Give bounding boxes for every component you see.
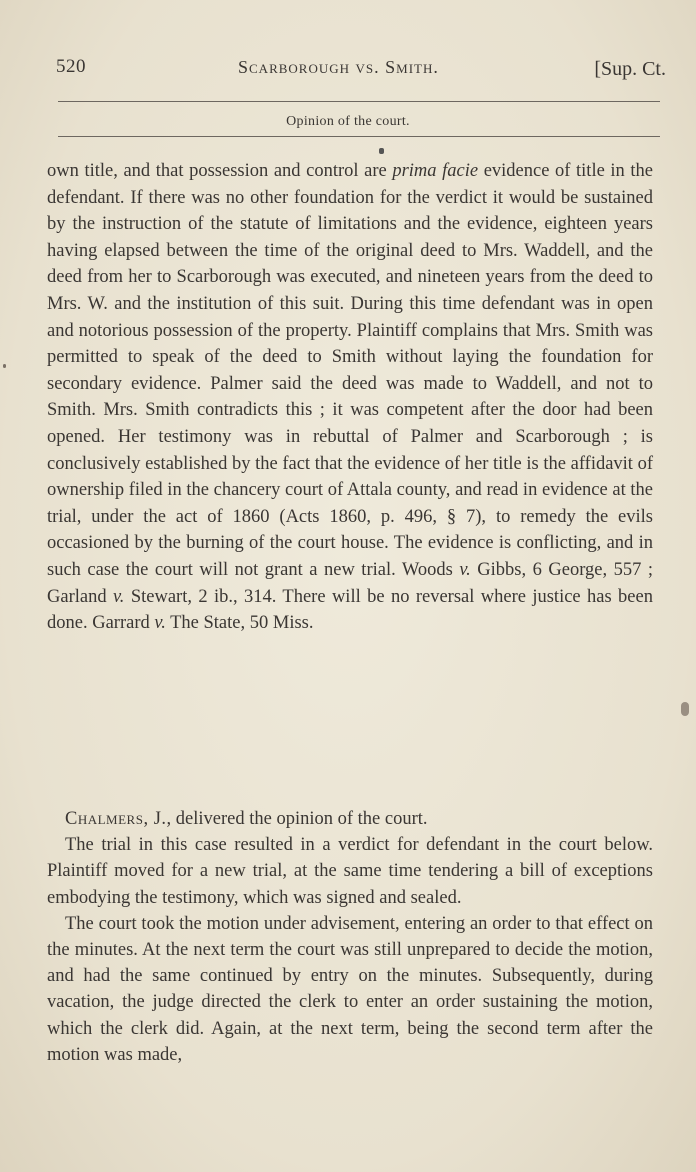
counsel-argument [47, 158, 653, 637]
judge-name: Chalmers, J. [65, 809, 167, 829]
header-rule-bottom [58, 136, 660, 137]
running-head [52, 56, 666, 86]
italic-phrase: prima facie [392, 161, 479, 181]
argument-paragraph: own title, and that possession and control are prima facie evidence of title in the defendant. If there was no other foundation for the verdict it would be sustained by the instruction of the statute of limitations and the evidence, eighteen years having elapsed between the time of the original deed to Mrs. Waddell, and the deed from her to Scarborough was executed, and nineteen years from the deed to Mrs. W. and the institution of this suit. During this time defendant was in open and notorious possession of the property. Plaintiff complains that Mrs. Smith was permitted to speak of the deed to Smith without laying the foundation for secondary evidence. Palmer said the deed was made to Waddell, and not to Smith. Mrs. Smith contradicts this ; it was competent after the door had been opened. Her testimony was in rebuttal of Palmer and Scarborough ; is conclusively established by the fact that the evidence of her title is the affidavit of ownership filed in the chancery court of Attala county, and read in evidence at the trial, under the act of 1860 (Acts 1860, p. 496, § 7), to remedy the evils occasioned by the burning of the court house. The evidence is conflicting, and in such case the court will not grant a new trial. Woods v. Gibbs, 6 George, 557 ; Garland v. Stewart, 2 ib., 314. There will be no reversal where justice has been done. Garrard v. The State, 50 Miss. [47, 161, 653, 634]
thumb-smudge [681, 702, 689, 716]
opinion-paragraph-1: The trial in this case resulted in a verdict for defendant in the court below. Plaintiff moved for a new trial, at the same time tendering a bill of exceptions embodying the testimony, which was signed and sealed. [47, 835, 653, 908]
margin-speck [3, 364, 6, 368]
opinion-paragraph-2: The court took the motion under advisement, entering an order to that effect on the minutes. At the next term the court was still unprepared to decide the motion, and had the same continued by entry on the minutes. Subsequently, during vacation, the judge directed the clerk to enter an order sustaining the motion, which the clerk did. Again, at the next term, being the second term after the motion was made, [47, 913, 653, 1065]
page-number: 520 [56, 56, 86, 77]
case-title: Scarborough vs. Smith. [238, 57, 439, 77]
ink-mark [379, 148, 384, 154]
court-opinion [47, 806, 653, 1068]
opinion-intro: Chalmers, J., delivered the opinion of the court. [65, 809, 428, 829]
court-label: [Sup. Ct. [594, 58, 666, 80]
section-subheading: Opinion of the court. [286, 114, 410, 129]
header-rule-top [58, 101, 660, 102]
